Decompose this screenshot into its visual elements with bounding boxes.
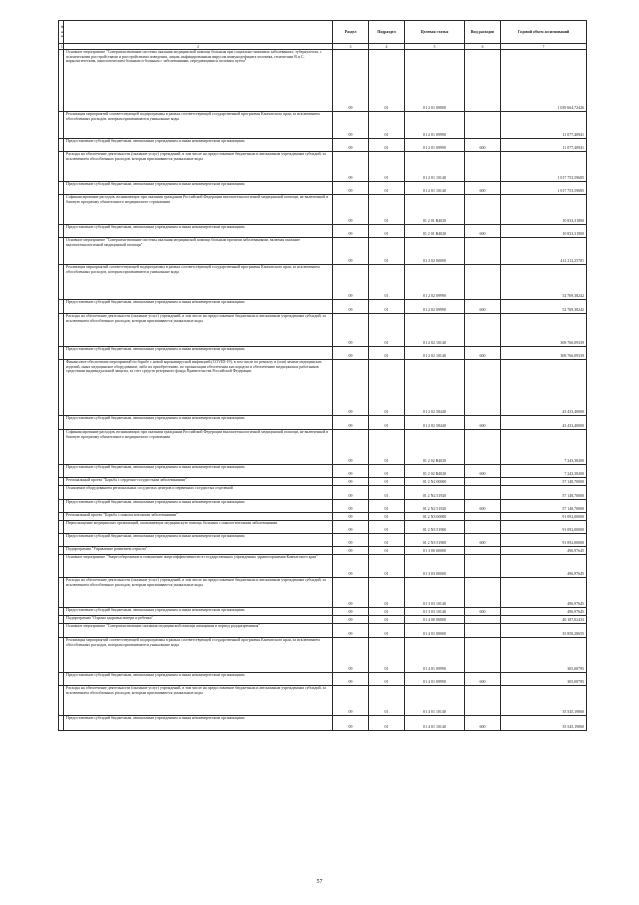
cell-subsection: 01	[369, 182, 405, 195]
table-row	[59, 265, 587, 300]
cell-kind: 600	[465, 182, 501, 195]
cell-name: Предоставление субсидий бюджетным, автономным учреждениям и иным некоммерческим организациям	[64, 465, 333, 478]
cell-kind: 600	[465, 416, 501, 430]
cell-subsection: 01	[369, 152, 405, 182]
cell-subsection: 01	[369, 578, 405, 608]
column-number: 2	[64, 44, 333, 50]
cell-kind	[465, 521, 501, 534]
cell-target: 01 2 02 58440	[405, 360, 465, 416]
cell-subsection: 01	[369, 673, 405, 686]
cell-target: 01 2 01 09990	[405, 112, 465, 139]
cell-kind: 600	[465, 465, 501, 478]
cell-target: 01 3 03 10140	[405, 608, 465, 616]
cell-subsection: 01	[369, 478, 405, 486]
cell-section: 09	[333, 50, 369, 112]
cell-kind: 600	[465, 673, 501, 686]
cell-name: Региональный проект "Борьба с онкологическими заболеваниями"	[64, 513, 333, 521]
cell-kind	[465, 578, 501, 608]
cell-kind	[465, 238, 501, 265]
cell-kind	[465, 555, 501, 578]
cell-kind	[465, 616, 501, 624]
cell-target: 01 2 01 10140	[405, 182, 465, 195]
cell-section: 09	[333, 555, 369, 578]
cell-section: 09	[333, 300, 369, 314]
cell-subsection: 01	[369, 638, 405, 673]
table-row	[59, 300, 587, 314]
cell-kind	[465, 265, 501, 300]
cell-amount: 52 769,38242	[501, 300, 587, 314]
header-target: Целевая статья	[405, 21, 465, 44]
cell-kind: 600	[465, 225, 501, 238]
table-row	[59, 673, 587, 686]
cell-kind	[465, 638, 501, 673]
header-subsection: Подраздел	[369, 21, 405, 44]
cell-name: Предоставление субсидий бюджетным, автономным учреждениям и иным некоммерческим организациям	[64, 347, 333, 360]
cell-kind: 600	[465, 347, 501, 360]
table-row	[59, 465, 587, 478]
table-row	[59, 534, 587, 547]
cell-kind: 600	[465, 139, 501, 152]
cell-name: Предоставление субсидий бюджетным, автономным учреждениям и иным некоммерческим организациям	[64, 534, 333, 547]
cell-subsection: 01	[369, 486, 405, 500]
cell-subsection: 01	[369, 624, 405, 638]
cell-subsection: 01	[369, 225, 405, 238]
cell-amount: 1 017 753,59685	[501, 152, 587, 182]
table-row	[59, 152, 587, 182]
cell-kind	[465, 624, 501, 638]
cell-subsection: 01	[369, 616, 405, 624]
cell-kind	[465, 486, 501, 500]
cell-section: 09	[333, 547, 369, 555]
cell-target: 01 2 01 10140	[405, 152, 465, 182]
table-row	[59, 624, 587, 638]
header-section: Раздел	[333, 21, 369, 44]
cell-target: 01 2 N3 00000	[405, 513, 465, 521]
cell-section: 09	[333, 624, 369, 638]
cell-section: 09	[333, 638, 369, 673]
cell-name: Реализация мероприятий соответствующей подпрограммы в рамках соответствующей государственной программы Камчатского края, за исключением обособленных расходов, которым присваиваются уникальные коды	[64, 112, 333, 139]
cell-target: 01 2 01 R4020	[405, 195, 465, 225]
cell-subsection: 01	[369, 300, 405, 314]
cell-name: Софинансирование расходов, возникающих при оказании гражданам Российской Федерации высокотехнологичной медицинской помощи, не включенной в базовую программу обязательного медицинского страхования	[64, 430, 333, 465]
cell-section: 09	[333, 486, 369, 500]
cell-name: Оснащение оборудованием региональных сосудистых центров и первичных сосудистых отделений	[64, 486, 333, 500]
cell-target: 01 2 02 09990	[405, 300, 465, 314]
cell-subsection: 01	[369, 521, 405, 534]
cell-target: 01 2 02 R4020	[405, 465, 465, 478]
column-number: 7	[501, 44, 587, 50]
cell-target: 01 2 N2 51920	[405, 486, 465, 500]
cell-subsection: 01	[369, 608, 405, 616]
cell-section: 09	[333, 347, 369, 360]
cell-section: 09	[333, 360, 369, 416]
cell-amount: 308 766,09339	[501, 347, 587, 360]
table-row	[59, 347, 587, 360]
cell-subsection: 01	[369, 500, 405, 513]
cell-amount: 308 766,09339	[501, 314, 587, 347]
table-row	[59, 716, 587, 731]
cell-target: 01 2 01 00000	[405, 50, 465, 112]
column-number: 3	[333, 44, 369, 50]
cell-name: Предоставление субсидий бюджетным, автономным учреждениям и иным некоммерческим организациям	[64, 673, 333, 686]
cell-subsection: 01	[369, 716, 405, 731]
table-row	[59, 238, 587, 265]
cell-name: Региональный проект "Борьба с сердечно-сосудистыми заболеваниями"	[64, 478, 333, 486]
table-row	[59, 112, 587, 139]
cell-target: 01 4 01 10140	[405, 686, 465, 716]
cell-amount: 496,97645	[501, 547, 587, 555]
cell-target: 01 4 01 00000	[405, 624, 465, 638]
cell-name: Основное мероприятие "Энергосбережение и повышение энергоэффективности в государственных учреждениях здравоохранения Камчатского края"	[64, 555, 333, 578]
cell-section: 09	[333, 314, 369, 347]
cell-subsection: 01	[369, 347, 405, 360]
cell-subsection: 01	[369, 686, 405, 716]
column-number: 1	[59, 44, 64, 50]
cell-target: 01 4 01 10140	[405, 716, 465, 731]
table-row	[59, 182, 587, 195]
table-row	[59, 486, 587, 500]
cell-section: 09	[333, 465, 369, 478]
cell-name: Реализация мероприятий соответствующей подпрограммы в рамках соответствующей государственной программы Камчатского края, за исключением обособленных расходов, которым присваиваются уникальные коды	[64, 265, 333, 300]
table-row	[59, 521, 587, 534]
cell-section: 09	[333, 578, 369, 608]
cell-amount: 40 187,02433	[501, 616, 587, 624]
cell-amount: 35 545,19860	[501, 716, 587, 731]
cell-subsection: 01	[369, 534, 405, 547]
cell-kind	[465, 112, 501, 139]
table-body	[59, 50, 587, 731]
cell-name: Расходы на обеспечение деятельности (оказание услуг) учреждений, в том числе на предоставление бюджетным и автономным учреждениям субсидий, за исключением обособленных расходов, которым присваиваются уникальные коды	[64, 314, 333, 347]
cell-kind	[465, 360, 501, 416]
document-page	[58, 20, 586, 731]
cell-target: 01 4 01 09990	[405, 638, 465, 673]
cell-amount: 35 545,19860	[501, 686, 587, 716]
cell-amount: 496,97645	[501, 578, 587, 608]
cell-subsection: 01	[369, 139, 405, 152]
cell-section: 09	[333, 195, 369, 225]
cell-kind: 600	[465, 716, 501, 731]
cell-amount: 496,97645	[501, 608, 587, 616]
cell-target: 01 2 02 10140	[405, 347, 465, 360]
cell-amount: 10 833,31800	[501, 225, 587, 238]
table-row	[59, 314, 587, 347]
cell-subsection: 01	[369, 547, 405, 555]
table-row	[59, 500, 587, 513]
cell-subsection: 01	[369, 238, 405, 265]
cell-name: Реализация мероприятий соответствующей подпрограммы в рамках соответствующей государственной программы Камчатского края, за исключением обособленных расходов, которым присваиваются уникальные коды	[64, 638, 333, 673]
cell-target: 01 4 00 00000	[405, 616, 465, 624]
cell-target: 01 2 01 09990	[405, 139, 465, 152]
cell-name: Основное мероприятие "Совершенствование системы оказания медицинской помощи больным прочими заболеваниями, включая оказание высокотехнологичной медицинской помощи"	[64, 238, 333, 265]
cell-name: Основное мероприятие "Совершенствование системы оказания медицинской помощи больным при социально-значимых заболеваниях: туберкулезом, с психическими расстройствами и расстройствами поведения, лицам, инфицированным вирусом иммунодефицита человека, гепатитами В и С, наркологическим, онкологическим больным и больным с заболеваниями, передающимися половым путем"	[64, 50, 333, 112]
cell-subsection: 01	[369, 314, 405, 347]
cell-kind	[465, 195, 501, 225]
cell-name: Переоснащение медицинских организаций, оказывающих медицинскую помощь больным с онкологическими заболеваниями	[64, 521, 333, 534]
cell-target: 01 2 02 10140	[405, 314, 465, 347]
cell-amount: 43 433,40000	[501, 360, 587, 416]
cell-kind	[465, 513, 501, 521]
cell-section: 09	[333, 238, 369, 265]
cell-amount: 11 077,40941	[501, 112, 587, 139]
cell-name: Предоставление субсидий бюджетным, автономным учреждениям и иным некоммерческим организациям	[64, 225, 333, 238]
cell-name: Подпрограмма "Управление развитием отрасли"	[64, 547, 333, 555]
cell-amount: 496,97645	[501, 555, 587, 578]
header-volume: Годовой объем ассигнований	[501, 21, 587, 44]
cell-subsection: 01	[369, 430, 405, 465]
cell-kind	[465, 478, 501, 486]
table-row	[59, 50, 587, 112]
cell-amount: 57 148,70000	[501, 500, 587, 513]
cell-subsection: 01	[369, 513, 405, 521]
cell-target: 01 2 02 09990	[405, 265, 465, 300]
cell-section: 09	[333, 430, 369, 465]
cell-name: Предоставление субсидий бюджетным, автономным учреждениям и иным некоммерческим организациям	[64, 500, 333, 513]
cell-kind: 600	[465, 534, 501, 547]
cell-target: 01 3 00 00000	[405, 547, 465, 555]
table-row	[59, 360, 587, 416]
cell-name: Предоставление субсидий бюджетным, автономным учреждениям и иным некоммерческим организациям	[64, 608, 333, 616]
cell-amount: 1 039 664,72426	[501, 50, 587, 112]
cell-subsection: 01	[369, 112, 405, 139]
cell-section: 09	[333, 265, 369, 300]
table-row	[59, 416, 587, 430]
cell-amount: 52 769,38242	[501, 265, 587, 300]
cell-name: Предоставление субсидий бюджетным, автономным учреждениям и иным некоммерческим организациям	[64, 300, 333, 314]
cell-name: Предоставление субсидий бюджетным, автономным учреждениям и иным некоммерческим организациям	[64, 716, 333, 731]
cell-amount: 7 243,38200	[501, 465, 587, 478]
cell-section: 09	[333, 139, 369, 152]
cell-section: 09	[333, 478, 369, 486]
cell-subsection: 01	[369, 265, 405, 300]
cell-target: 01 2 01 R4020	[405, 225, 465, 238]
cell-name: Финансовое обеспечение мероприятий по борьбе с новой коронавирусной инфекцией (COVID-19), в том числе по ремонту и (или) замене медицинских изделий, иных медицинское оборудование, либо их приобретению, по организации обеспечения кислородом и обеспечению медицинских работников средствами индивидуальной защиты, за счет средств резервного фонда Правительства Российской Федерации	[64, 360, 333, 416]
cell-subsection: 01	[369, 465, 405, 478]
cell-section: 09	[333, 534, 369, 547]
cell-section: 09	[333, 716, 369, 731]
cell-subsection: 01	[369, 360, 405, 416]
cell-amount: 57 148,70000	[501, 486, 587, 500]
cell-kind: 600	[465, 500, 501, 513]
cell-section: 09	[333, 513, 369, 521]
cell-amount: 43 433,40000	[501, 416, 587, 430]
cell-amount: 91 092,00000	[501, 513, 587, 521]
cell-kind	[465, 314, 501, 347]
column-number: 4	[369, 44, 405, 50]
table-row	[59, 578, 587, 608]
cell-target: 01 2 N2 51920	[405, 500, 465, 513]
cell-name: Софинансирование расходов, возникающих при оказании гражданам Российской Федерации высокотехнологичной медицинской помощи, не включенной в базовую программу обязательного медицинского страхования	[64, 195, 333, 225]
cell-section: 09	[333, 521, 369, 534]
cell-target: 01 2 02 R4020	[405, 430, 465, 465]
table-row	[59, 686, 587, 716]
cell-section: 09	[333, 608, 369, 616]
cell-kind: 600	[465, 608, 501, 616]
cell-target: 01 3 03 10140	[405, 578, 465, 608]
table-row	[59, 555, 587, 578]
cell-target: 01 2 N3 51900	[405, 534, 465, 547]
cell-kind	[465, 547, 501, 555]
cell-amount: 57 148,70000	[501, 478, 587, 486]
table-row	[59, 638, 587, 673]
cell-amount: 305,08795	[501, 638, 587, 673]
cell-section: 09	[333, 152, 369, 182]
cell-amount: 91 092,00000	[501, 521, 587, 534]
cell-amount: 91 092,00000	[501, 534, 587, 547]
cell-section: 09	[333, 686, 369, 716]
header-no: № п/п	[59, 21, 64, 44]
cell-kind	[465, 430, 501, 465]
cell-amount: 10 833,31800	[501, 195, 587, 225]
page-number: 57	[316, 879, 323, 885]
header-row	[59, 21, 587, 44]
cell-amount: 35 850,28655	[501, 624, 587, 638]
table-row	[59, 225, 587, 238]
cell-amount: 412 212,25781	[501, 238, 587, 265]
cell-target: 01 3 03 00000	[405, 555, 465, 578]
cell-amount: 11 077,40941	[501, 139, 587, 152]
cell-name: Расходы на обеспечение деятельности (оказание услуг) учреждений, в том числе на предоставление бюджетным и автономным учреждениям субсидий, за исключением обособленных расходов, которым присваиваются уникальные коды	[64, 152, 333, 182]
cell-kind: 600	[465, 300, 501, 314]
header-kind: Вид расходов	[465, 21, 501, 44]
column-number: 5	[405, 44, 465, 50]
cell-kind	[465, 50, 501, 112]
cell-name: Предоставление субсидий бюджетным, автономным учреждениям и иным некоммерческим организациям	[64, 139, 333, 152]
cell-target: 01 2 N3 51900	[405, 521, 465, 534]
cell-name: Подпрограмма "Охрана здоровья матери и ребенка"	[64, 616, 333, 624]
budget-table	[58, 20, 587, 731]
table-row	[59, 195, 587, 225]
cell-subsection: 01	[369, 555, 405, 578]
cell-amount: 7 243,38200	[501, 430, 587, 465]
cell-target: 01 2 02 58440	[405, 416, 465, 430]
cell-target: 01 4 01 09990	[405, 673, 465, 686]
table-row	[59, 139, 587, 152]
cell-section: 09	[333, 616, 369, 624]
cell-amount: 1 017 753,59685	[501, 182, 587, 195]
cell-subsection: 01	[369, 195, 405, 225]
cell-section: 09	[333, 673, 369, 686]
cell-name: Предоставление субсидий бюджетным, автономным учреждениям и иным некоммерческим организациям	[64, 416, 333, 430]
cell-section: 09	[333, 225, 369, 238]
cell-section: 09	[333, 416, 369, 430]
cell-name: Основное мероприятие "Совершенствование оказания медицинской помощи женщинам в период родоразрешения"	[64, 624, 333, 638]
cell-target: 01 2 02 00000	[405, 238, 465, 265]
cell-section: 09	[333, 500, 369, 513]
cell-section: 09	[333, 112, 369, 139]
cell-kind	[465, 152, 501, 182]
cell-name: Расходы на обеспечение деятельности (оказание услуг) учреждений, в том числе на предоставление бюджетным и автономным учреждениям субсидий, за исключением обособленных расходов, которым присваиваются уникальные коды	[64, 686, 333, 716]
cell-subsection: 01	[369, 416, 405, 430]
cell-target: 01 2 N2 00000	[405, 478, 465, 486]
cell-amount: 305,08795	[501, 673, 587, 686]
cell-name: Предоставление субсидий бюджетным, автономным учреждениям и иным некоммерческим организациям	[64, 182, 333, 195]
cell-name: Расходы на обеспечение деятельности (оказание услуг) учреждений, в том числе на предоставление бюджетным и автономным учреждениям субсидий, за исключением обособленных расходов, которым присваиваются уникальные коды	[64, 578, 333, 608]
cell-kind	[465, 686, 501, 716]
table-row	[59, 430, 587, 465]
header-name	[64, 21, 333, 44]
cell-subsection: 01	[369, 50, 405, 112]
column-number: 6	[465, 44, 501, 50]
cell-section: 09	[333, 182, 369, 195]
